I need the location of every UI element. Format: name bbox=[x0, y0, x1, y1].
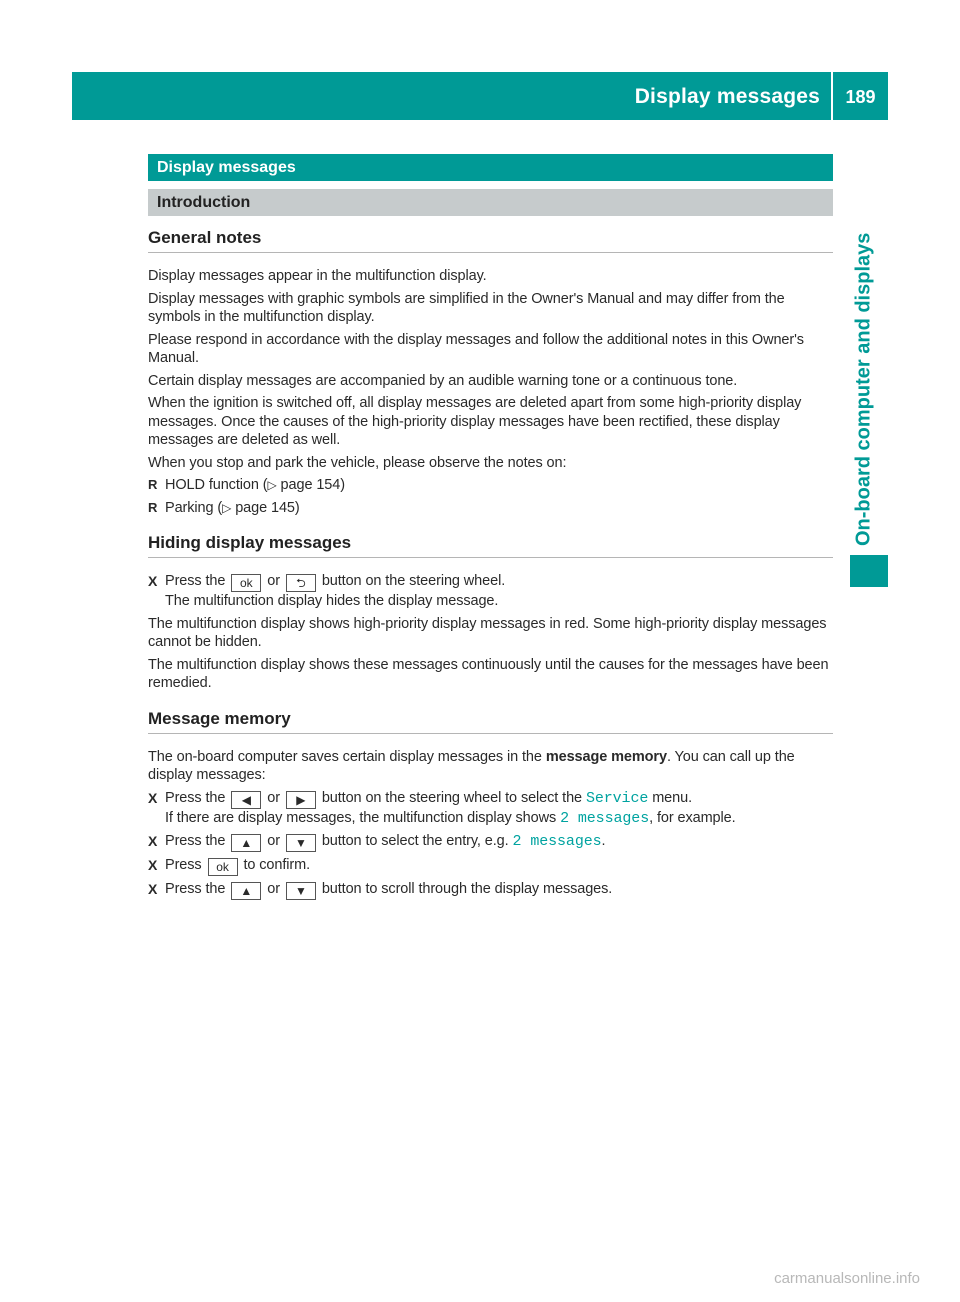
paragraph: Please respond in accordance with the display messages and follow the additional notes in this Owner's Manual. bbox=[148, 331, 804, 366]
heading-message-memory: Message memory bbox=[148, 709, 833, 734]
up-key-icon: ▲ bbox=[231, 834, 261, 852]
step-result: , for example. bbox=[649, 809, 736, 826]
paragraph: Certain display messages are accompanied by an audible warning tone or a continuous tone. bbox=[148, 372, 738, 389]
step-marker-icon: X bbox=[148, 789, 158, 806]
down-key-icon: ▼ bbox=[286, 882, 316, 900]
display-text: Service bbox=[585, 789, 649, 807]
instruction-step bbox=[148, 572, 833, 611]
ok-key-icon: ok bbox=[208, 858, 238, 876]
side-tab-label: On-board computer and displays bbox=[852, 232, 875, 546]
step-text: or bbox=[267, 881, 280, 897]
bullet-item bbox=[148, 499, 833, 518]
paragraph: When you stop and park the vehicle, please observe the notes on: bbox=[148, 454, 567, 471]
section-title: Display messages bbox=[148, 154, 833, 181]
page-ref-arrow-icon: ▷ bbox=[267, 478, 277, 492]
step-text: button on the steering wheel to select the bbox=[321, 789, 583, 806]
display-text: 2 messages bbox=[560, 809, 650, 827]
paragraph: When the ignition is switched off, all display messages are deleted apart from some high-priority display messages. Once the causes of the high-priority display messages have been rectified, these display messages are deleted as well. bbox=[148, 395, 802, 448]
bullet-text: HOLD function ( bbox=[165, 477, 268, 493]
step-text: menu. bbox=[652, 789, 693, 806]
emphasis-text: message memory bbox=[545, 748, 667, 765]
up-key-icon: ▲ bbox=[231, 882, 261, 900]
paragraph: The multifunction display shows these messages continuously until the causes for the messages have been remedied. bbox=[148, 656, 829, 691]
subsection-title: Introduction bbox=[148, 189, 833, 216]
page-header bbox=[72, 72, 888, 120]
paragraph: Display messages with graphic symbols are simplified in the Owner's Manual and may differ from the symbols in the multifunction display. bbox=[148, 290, 785, 325]
step-text: button to scroll through the display messages. bbox=[321, 881, 613, 897]
step-text: button to select the entry, e.g. bbox=[321, 833, 509, 849]
step-text: Press the bbox=[165, 881, 226, 897]
step-text: or bbox=[267, 573, 280, 589]
page-reference-link[interactable]: page 154) bbox=[280, 477, 345, 493]
back-key-icon: ⮌ bbox=[286, 574, 316, 592]
watermark: carmanualsonline.info bbox=[774, 1270, 920, 1287]
step-result: The multifunction display hides the display message. bbox=[165, 593, 499, 609]
header-title: Display messages bbox=[634, 85, 820, 108]
paragraph bbox=[148, 748, 833, 785]
step-text: Press bbox=[165, 857, 202, 873]
step-text: Press the bbox=[165, 833, 226, 849]
right-key-icon: ▶ bbox=[286, 791, 316, 809]
step-marker-icon: X bbox=[148, 833, 158, 849]
instruction-step bbox=[148, 880, 833, 900]
step-text: or bbox=[267, 833, 280, 849]
paragraph: Display messages appear in the multifunction display. bbox=[148, 268, 487, 284]
side-tab-marker bbox=[850, 555, 888, 587]
paragraph-text: The on-board computer saves certain display messages in the bbox=[148, 748, 542, 765]
step-result: If there are display messages, the multifunction display shows bbox=[165, 809, 557, 826]
paragraph-text: . You can call up the display messages: bbox=[148, 748, 795, 783]
paragraph: The multifunction display shows high-priority display messages in red. Some high-priority display messages cannot be hidden. bbox=[148, 615, 827, 650]
page-content bbox=[148, 154, 833, 900]
step-text: Press the bbox=[165, 789, 226, 806]
left-key-icon: ◀ bbox=[231, 791, 261, 809]
step-text: button on the steering wheel. bbox=[321, 573, 506, 589]
page-number: 189 bbox=[845, 87, 876, 107]
heading-hiding-display-messages: Hiding display messages bbox=[148, 533, 833, 558]
step-marker-icon: X bbox=[148, 573, 158, 589]
instruction-step bbox=[148, 832, 833, 852]
bullet-item bbox=[148, 476, 833, 495]
step-marker-icon: X bbox=[148, 881, 158, 897]
down-key-icon: ▼ bbox=[286, 834, 316, 852]
bullet-text: Parking ( bbox=[165, 499, 223, 516]
step-text: or bbox=[267, 789, 280, 806]
ok-key-icon: ok bbox=[231, 574, 261, 592]
step-text: to confirm. bbox=[243, 857, 311, 873]
step-marker-icon: X bbox=[148, 857, 158, 873]
page-ref-arrow-icon: ▷ bbox=[222, 500, 232, 515]
step-text: Press the bbox=[165, 573, 226, 589]
heading-general-notes: General notes bbox=[148, 228, 833, 253]
step-text: . bbox=[601, 833, 606, 849]
instruction-step bbox=[148, 789, 833, 829]
instruction-step bbox=[148, 856, 833, 876]
page-reference-link[interactable]: page 145) bbox=[235, 499, 300, 516]
display-text: 2 messages bbox=[512, 833, 602, 850]
